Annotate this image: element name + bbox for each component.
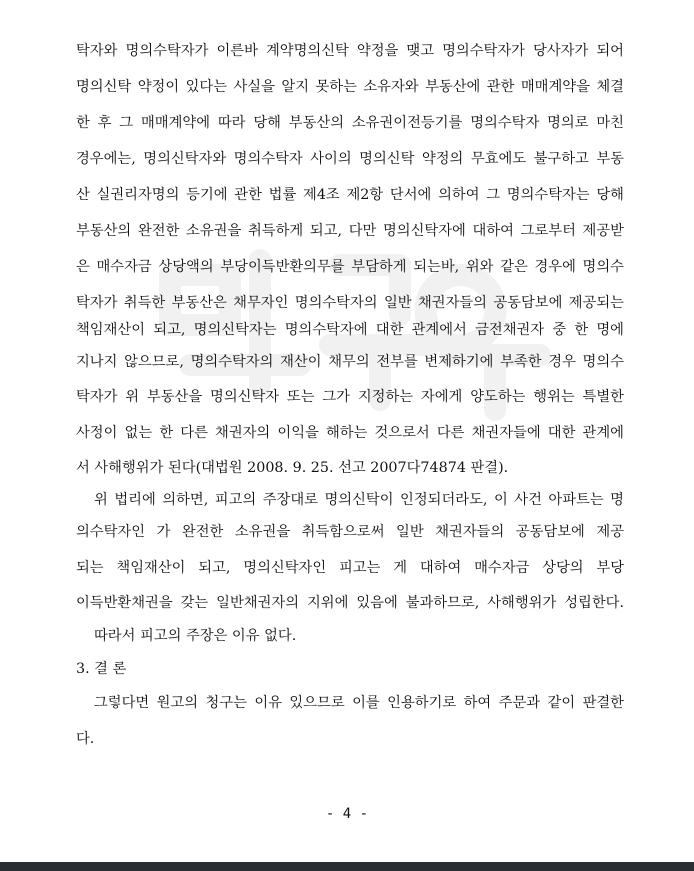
body-line: 경우에는, 명의신탁자와 명의수탁자 사이의 명의신탁 약정의 무효에도 불구하고 부동: [76, 151, 624, 167]
body-line: 탁자와 명의수탁자가 이른바 계약명의신탁 약정을 맺고 명의수탁자가 당사자가 되어: [76, 43, 624, 59]
bottom-bar: [0, 862, 694, 871]
body-line: 지나지 않으므로, 명의수탁자의 재산이 채무의 전부를 변제하기에 부족한 경우 명의수: [76, 354, 624, 370]
body-line: 사정이 없는 한 다른 채권자의 이익을 해하는 것으로서 다른 채권자들에 대한 관계에: [76, 425, 624, 441]
page-number: - 4 -: [325, 806, 369, 822]
body-line: 다.: [76, 731, 95, 747]
body-line: 산 실권리자명의 등기에 관한 법률 제4조 제2항 단서에 의하여 그 명의수탁자는 당해: [76, 187, 624, 203]
body-line: 탁자가 위 부동산을 명의신탁자 또는 그가 지정하는 자에게 양도하는 행위는 특별한: [76, 389, 624, 405]
section-heading: 3. 결 론: [76, 661, 127, 677]
body-line: 명의신탁 약정이 있다는 사실을 알지 못하는 소유자와 부동산에 관한 매매계약을 체결: [76, 79, 624, 95]
body-line: 이득반환채권을 갖는 일반채권자의 지위에 있음에 불과하므로, 사해행위가 성립한다.: [76, 595, 624, 611]
body-line: 한 후 그 매매계약에 따라 당해 부동산의 소유권이전등기를 명의수탁자 명의로 마친: [76, 115, 624, 131]
paragraph-line: 위 법리에 의하면, 피고의 주장대로 명의신탁이 인정되더라도, 이 사건 아파트는 명: [94, 492, 624, 508]
paragraph-line: 따라서 피고의 주장은 이유 없다.: [94, 628, 297, 644]
paragraph-line: 그렇다면 원고의 청구는 이유 있으므로 이를 인용하기로 하여 주문과 같이 판결한: [94, 695, 624, 711]
body-line: 은 매수자금 상당액의 부당이득반환의무를 부담하게 되는바, 위와 같은 경우에 명의수: [76, 259, 624, 275]
body-line: 부동산의 완전한 소유권을 취득하게 되고, 다만 명의신탁자에 대하여 그로부터 제공받: [76, 223, 624, 239]
body-line: 탁자가 취득한 부동산은 채무자인 명의수탁자의 일반 채권자들의 공동담보에 제공되는: [76, 295, 624, 311]
body-line: 책임재산이 되고, 명의신탁자는 명의수탁자에 대한 관계에서 금전채권자 중 한 명에: [76, 322, 624, 338]
body-line: 서 사해행위가 된다(대법원 2008. 9. 25. 선고 2007다74874 판결).: [76, 460, 509, 476]
body-line: 의수탁자인 가 완전한 소유권을 취득함으로써 일반 채권자들의 공동담보에 제공: [76, 524, 624, 540]
body-line: 되는 책임재산이 되고, 명의신탁자인 피고는 게 대하여 매수자금 상당의 부당: [76, 560, 624, 576]
